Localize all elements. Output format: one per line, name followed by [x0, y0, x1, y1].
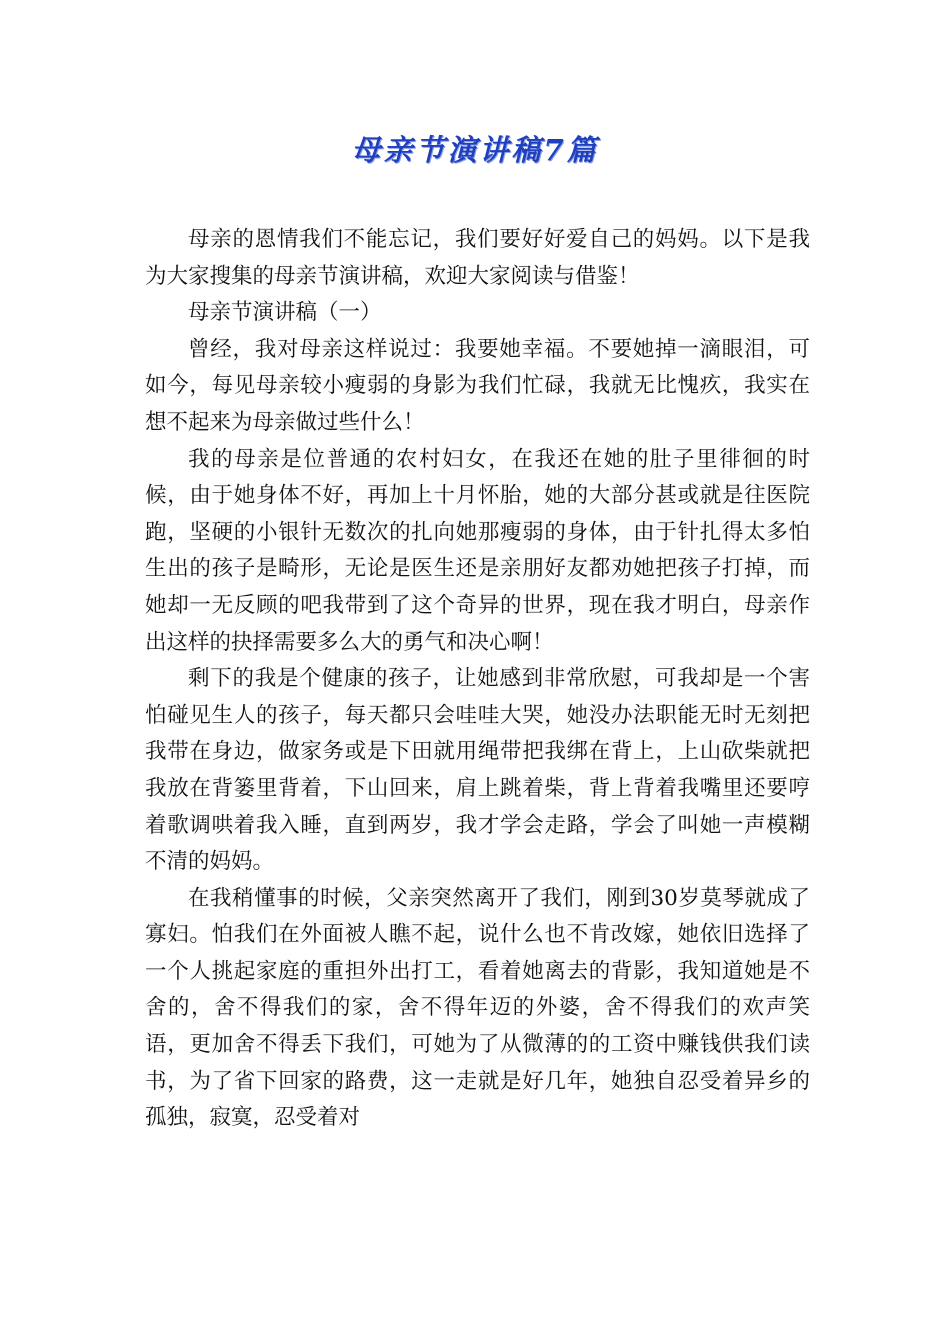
section-heading: 母亲节演讲稿（一）	[188, 300, 382, 326]
paragraph-intro: 母亲的恩情我们不能忘记，我们要好好爱自己的妈妈。以下是我为大家搜集的母亲节演讲稿，欢迎大家阅读与借鉴！	[145, 227, 810, 289]
document-title: 母亲节演讲稿7篇	[351, 133, 599, 167]
paragraph: 剩下的我是个健康的孩子，让她感到非常欣慰，可我却是一个害怕碰见生人的孩子，每天都只会哇哇大哭，她没办法职能无时无刻把我带在身边，做家务或是下田就用绳带把我绑在背上，上山砍柴就把我放在背篓里背着，下山回来，肩上跳着柴，背上背着我嘴里还要哼着歌调哄着我入睡，直到两岁，我才学会走路，学会了叫她一声模糊不清的妈妈。	[145, 666, 810, 875]
paragraph: 曾经，我对母亲这样说过：我要她幸福。不要她掉一滴眼泪，可如今，每见母亲较小瘦弱的身影为我们忙碌，我就无比愧疚，我实在想不起来为母亲做过些什么！	[145, 336, 810, 435]
document-body	[145, 222, 810, 1137]
paragraph: 在我稍懂事的时候，父亲突然离开了我们，刚到30岁莫琴就成了寡妇。怕我们在外面被人瞧不起，说什么也不肯改嫁，她依旧选择了一个人挑起家庭的重担外出打工，看着她离去的背影，我知道她是不舍的，舍不得我们的家，舍不得年迈的外婆，舍不得我们的欢声笑语，更加舍不得丢下我们，可她为了从微薄的的工资中赚钱供我们读书，为了省下回家的路费，这一走就是好几年，她独自忍受着异乡的孤独，寂寞，忍受着对	[145, 885, 810, 1131]
paragraph: 我的母亲是位普通的农村妇女，在我还在她的肚子里徘徊的时候，由于她身体不好，再加上十月怀胎，她的大部分甚或就是往医院跑，坚硬的小银针无数次的扎向她那瘦弱的身体，由于针扎得太多怕生出的孩子是畸形，无论是医生还是亲朋好友都劝她把孩子打掉，而她却一无反顾的吧我带到了这个奇异的世界，现在我才明白，母亲作出这样的抉择需要多么大的勇气和决心啊！	[145, 446, 810, 655]
